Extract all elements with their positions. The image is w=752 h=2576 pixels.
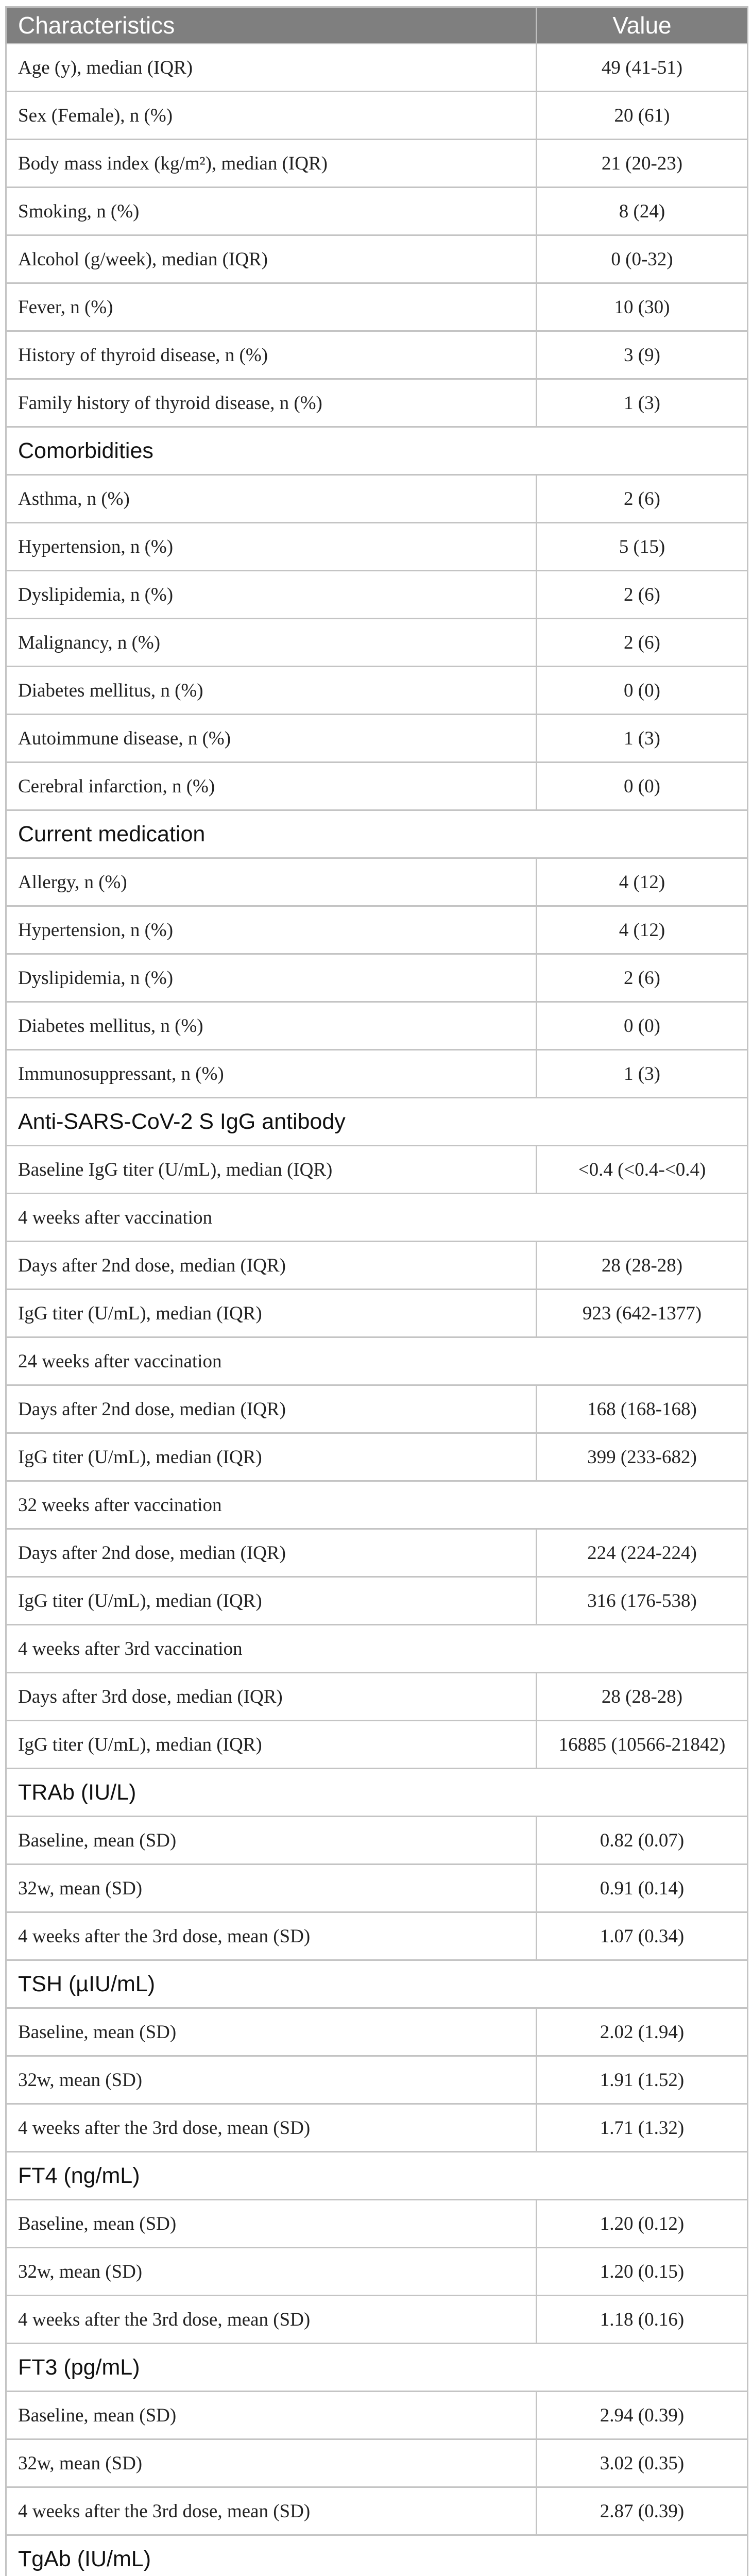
row-label: Alcohol (g/week), median (IQR) — [6, 235, 537, 283]
row-value: 2.87 (0.39) — [537, 2487, 748, 2535]
row-value: 21 (20-23) — [537, 140, 748, 188]
row-value: 923 (642-1377) — [537, 1290, 748, 1337]
table-row — [6, 1050, 748, 1098]
table-row — [6, 1912, 748, 1960]
row-value: 2.94 (0.39) — [537, 2392, 748, 2439]
table-row — [6, 906, 748, 954]
row-value: 1.91 (1.52) — [537, 2056, 748, 2104]
row-value: 20 (61) — [537, 92, 748, 140]
row-value: 16885 (10566-21842) — [537, 1721, 748, 1769]
subsection-label: 24 weeks after vaccination — [6, 1337, 748, 1385]
table-row — [6, 2487, 748, 2535]
row-label: Days after 3rd dose, median (IQR) — [6, 1673, 537, 1721]
section-label: Comorbidities — [6, 427, 748, 475]
subsection-label: 4 weeks after 3rd vaccination — [6, 1625, 748, 1673]
table-row — [6, 188, 748, 235]
table-row — [6, 571, 748, 619]
row-value: 1 (3) — [537, 379, 748, 427]
row-value: 2 (6) — [537, 571, 748, 619]
row-value: 0 (0) — [537, 667, 748, 715]
row-label: Sex (Female), n (%) — [6, 92, 537, 140]
row-label: 4 weeks after the 3rd dose, mean (SD) — [6, 2104, 537, 2152]
table-row — [6, 667, 748, 715]
row-value: 5 (15) — [537, 523, 748, 571]
row-label: Baseline, mean (SD) — [6, 2200, 537, 2248]
row-value: 28 (28-28) — [537, 1673, 748, 1721]
row-label: Baseline, mean (SD) — [6, 2392, 537, 2439]
section-label: Current medication — [6, 810, 748, 858]
subsection-label: 32 weeks after vaccination — [6, 1481, 748, 1529]
row-label: IgG titer (U/mL), median (IQR) — [6, 1290, 537, 1337]
section-label: TgAb (IU/mL) — [6, 2535, 748, 2576]
row-label: 4 weeks after the 3rd dose, mean (SD) — [6, 2487, 537, 2535]
table-row — [6, 1673, 748, 1721]
section-header-row — [6, 810, 748, 858]
row-label: Allergy, n (%) — [6, 858, 537, 906]
table-row — [6, 858, 748, 906]
row-value: 0 (0) — [537, 762, 748, 810]
subsection-row — [6, 1337, 748, 1385]
row-label: Body mass index (kg/m²), median (IQR) — [6, 140, 537, 188]
table-row — [6, 762, 748, 810]
header-value: Value — [537, 7, 748, 44]
table-row — [6, 715, 748, 762]
row-label: 4 weeks after the 3rd dose, mean (SD) — [6, 2296, 537, 2344]
table-row — [6, 1433, 748, 1481]
row-value: 0.91 (0.14) — [537, 1865, 748, 1912]
row-label: Days after 2nd dose, median (IQR) — [6, 1242, 537, 1290]
table-row — [6, 475, 748, 523]
row-value: 168 (168-168) — [537, 1385, 748, 1433]
section-header-row — [6, 2535, 748, 2576]
table-row — [6, 619, 748, 667]
row-label: Hypertension, n (%) — [6, 523, 537, 571]
table-row — [6, 2392, 748, 2439]
section-label: TRAb (IU/L) — [6, 1769, 748, 1817]
row-value: 0 (0) — [537, 1002, 748, 1050]
table-row — [6, 1385, 748, 1433]
characteristics-table — [5, 6, 748, 2576]
row-label: 32w, mean (SD) — [6, 2248, 537, 2296]
table-row — [6, 523, 748, 571]
table-row — [6, 1577, 748, 1625]
row-label: Malignancy, n (%) — [6, 619, 537, 667]
section-header-row — [6, 2344, 748, 2392]
table-row — [6, 1817, 748, 1865]
row-value: 2 (6) — [537, 619, 748, 667]
section-header-row — [6, 1098, 748, 1146]
row-value: 28 (28-28) — [537, 1242, 748, 1290]
row-label: Age (y), median (IQR) — [6, 44, 537, 92]
row-label: Family history of thyroid disease, n (%) — [6, 379, 537, 427]
section-label: FT4 (ng/mL) — [6, 2152, 748, 2200]
table-row — [6, 2439, 748, 2487]
table-row — [6, 1290, 748, 1337]
row-value: 2 (6) — [537, 475, 748, 523]
row-label: Diabetes mellitus, n (%) — [6, 1002, 537, 1050]
row-label: 32w, mean (SD) — [6, 2056, 537, 2104]
row-label: History of thyroid disease, n (%) — [6, 331, 537, 379]
table-row — [6, 140, 748, 188]
table-row — [6, 2056, 748, 2104]
table-row — [6, 2248, 748, 2296]
row-label: Baseline, mean (SD) — [6, 1817, 537, 1865]
section-header-row — [6, 1769, 748, 1817]
row-value: 3 (9) — [537, 331, 748, 379]
row-label: Days after 2nd dose, median (IQR) — [6, 1529, 537, 1577]
table-row — [6, 1242, 748, 1290]
table-row — [6, 331, 748, 379]
row-value: 316 (176-538) — [537, 1577, 748, 1625]
table-row — [6, 92, 748, 140]
section-header-row — [6, 2152, 748, 2200]
row-label: Asthma, n (%) — [6, 475, 537, 523]
row-label: Autoimmune disease, n (%) — [6, 715, 537, 762]
table-row — [6, 1529, 748, 1577]
table-row — [6, 283, 748, 331]
row-value: 1.20 (0.12) — [537, 2200, 748, 2248]
subsection-row — [6, 1481, 748, 1529]
table-row — [6, 1865, 748, 1912]
row-label: Baseline, mean (SD) — [6, 2008, 537, 2056]
row-label: Smoking, n (%) — [6, 188, 537, 235]
subsection-row — [6, 1194, 748, 1242]
row-label: Diabetes mellitus, n (%) — [6, 667, 537, 715]
section-header-row — [6, 427, 748, 475]
row-label: IgG titer (U/mL), median (IQR) — [6, 1577, 537, 1625]
row-value: 3.02 (0.35) — [537, 2439, 748, 2487]
table-row — [6, 1721, 748, 1769]
row-label: IgG titer (U/mL), median (IQR) — [6, 1433, 537, 1481]
row-value: 10 (30) — [537, 283, 748, 331]
table-row — [6, 44, 748, 92]
table-row — [6, 2200, 748, 2248]
table-body — [6, 44, 748, 2576]
row-value: 4 (12) — [537, 906, 748, 954]
row-value: 224 (224-224) — [537, 1529, 748, 1577]
row-value: 2 (6) — [537, 954, 748, 1002]
row-label: Dyslipidemia, n (%) — [6, 571, 537, 619]
row-label: Baseline IgG titer (U/mL), median (IQR) — [6, 1146, 537, 1194]
row-label: Days after 2nd dose, median (IQR) — [6, 1385, 537, 1433]
section-label: TSH (µIU/mL) — [6, 1960, 748, 2008]
table-row — [6, 954, 748, 1002]
header-characteristics: Characteristics — [6, 7, 537, 44]
row-label: 32w, mean (SD) — [6, 1865, 537, 1912]
row-value: 2.02 (1.94) — [537, 2008, 748, 2056]
row-value: 1.07 (0.34) — [537, 1912, 748, 1960]
row-label: Fever, n (%) — [6, 283, 537, 331]
row-value: 1.18 (0.16) — [537, 2296, 748, 2344]
row-value: 1 (3) — [537, 715, 748, 762]
row-value: 0 (0-32) — [537, 235, 748, 283]
section-label: FT3 (pg/mL) — [6, 2344, 748, 2392]
row-label: 4 weeks after the 3rd dose, mean (SD) — [6, 1912, 537, 1960]
row-value: 1.71 (1.32) — [537, 2104, 748, 2152]
row-value: <0.4 (<0.4-<0.4) — [537, 1146, 748, 1194]
row-label: Immunosuppressant, n (%) — [6, 1050, 537, 1098]
section-label: Anti-SARS-CoV-2 S IgG antibody — [6, 1098, 748, 1146]
row-label: 32w, mean (SD) — [6, 2439, 537, 2487]
row-value: 8 (24) — [537, 188, 748, 235]
row-value: 49 (41-51) — [537, 44, 748, 92]
subsection-label: 4 weeks after vaccination — [6, 1194, 748, 1242]
row-value: 399 (233-682) — [537, 1433, 748, 1481]
table-row — [6, 1002, 748, 1050]
row-label: Hypertension, n (%) — [6, 906, 537, 954]
row-label: Cerebral infarction, n (%) — [6, 762, 537, 810]
section-header-row — [6, 1960, 748, 2008]
row-label: IgG titer (U/mL), median (IQR) — [6, 1721, 537, 1769]
table-row — [6, 235, 748, 283]
table-row — [6, 1146, 748, 1194]
table-header-row — [6, 7, 748, 44]
table-row — [6, 2104, 748, 2152]
row-value: 1.20 (0.15) — [537, 2248, 748, 2296]
table-row — [6, 2296, 748, 2344]
row-value: 1 (3) — [537, 1050, 748, 1098]
row-label: Dyslipidemia, n (%) — [6, 954, 537, 1002]
subsection-row — [6, 1625, 748, 1673]
row-value: 4 (12) — [537, 858, 748, 906]
row-value: 0.82 (0.07) — [537, 1817, 748, 1865]
table-row — [6, 2008, 748, 2056]
table-row — [6, 379, 748, 427]
